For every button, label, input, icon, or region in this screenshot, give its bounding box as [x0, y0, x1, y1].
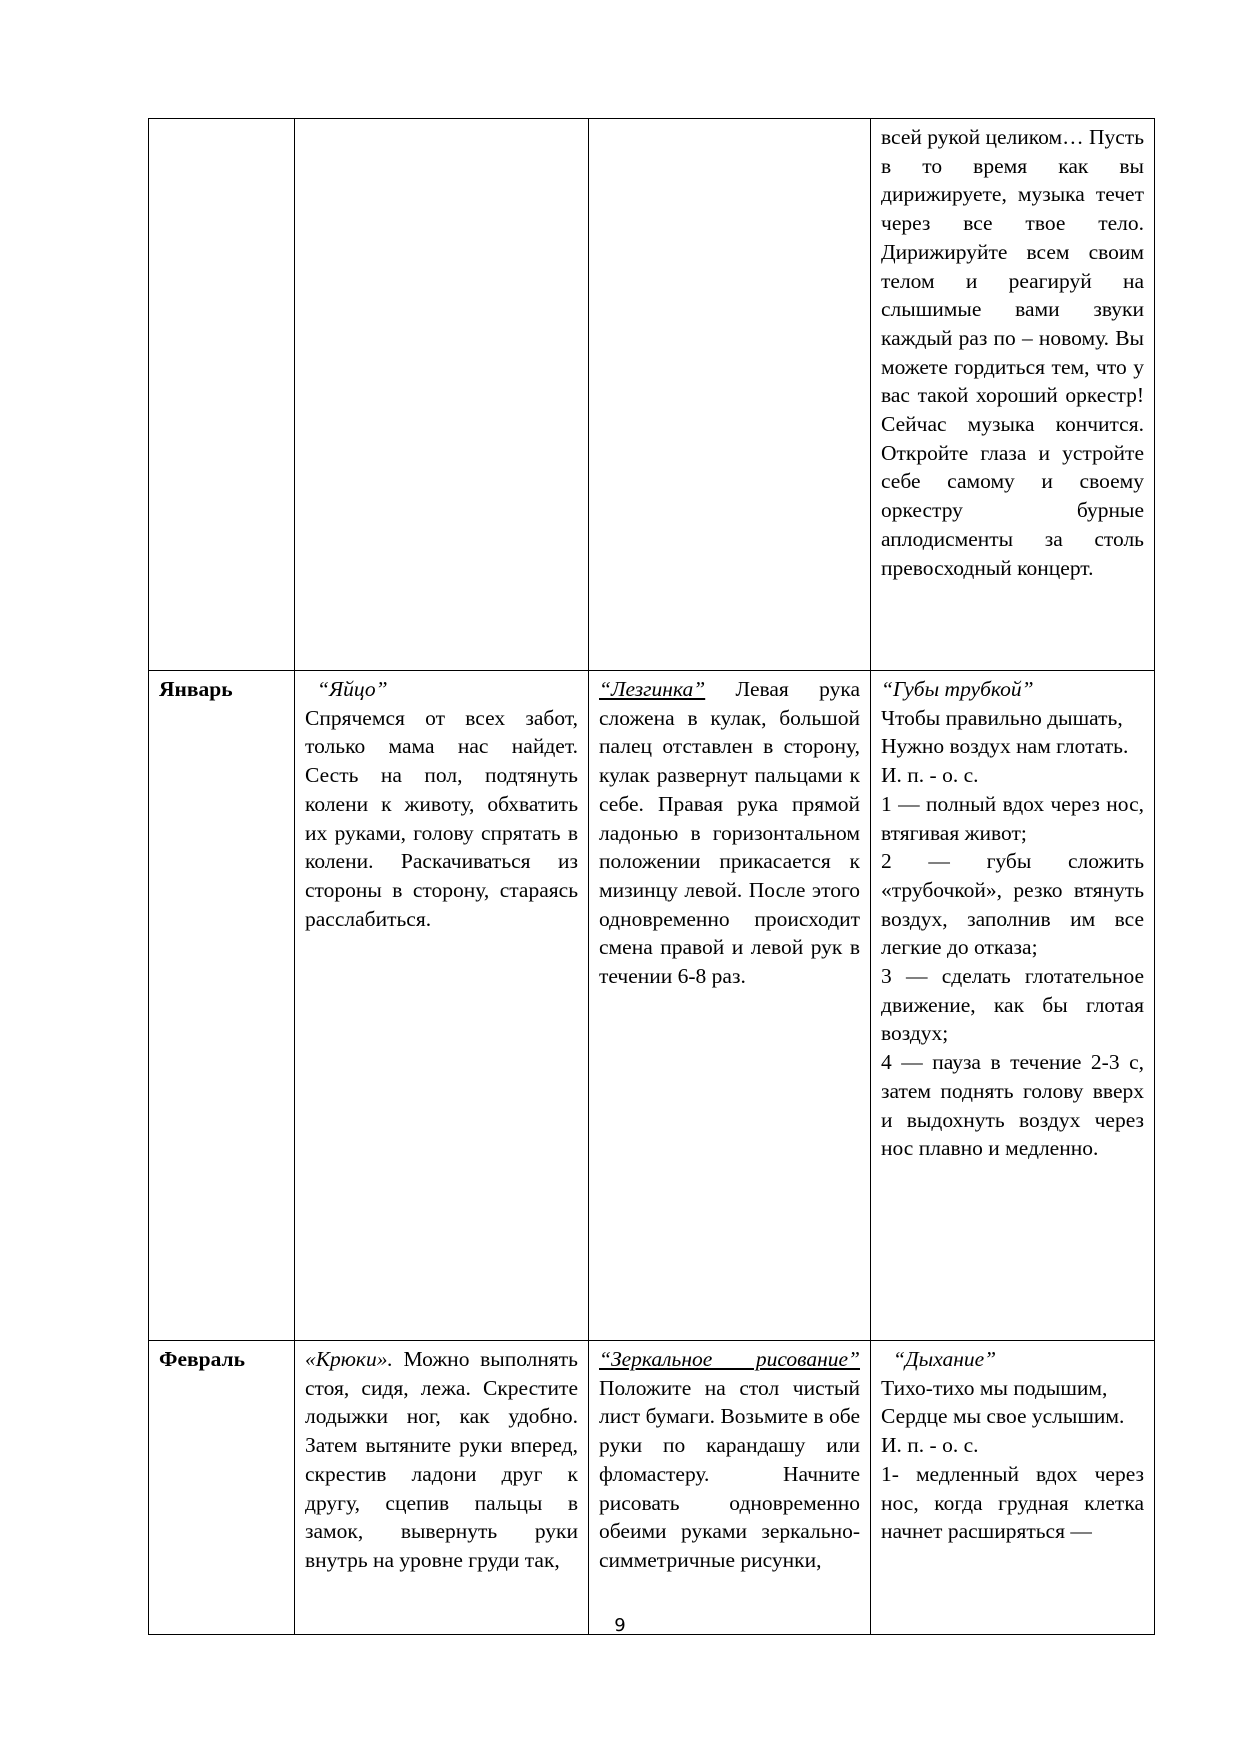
exercise-text: Спрячемся от всех забот, только мама нас найдет. Сесть на пол, подтянуть колени к животу, обхватить их руками, голову спрятать в колени. Раскачиваться из стороны в сторону, стараясь расслабиться. [305, 705, 578, 931]
exercise-line: И. п. - о. с. [881, 763, 979, 788]
exercise-text: Можно выполнять стоя, сидя, лежа. Скрестите лодыжки ног, как удобно. Затем вытяните руки вперед, скрестив ладони друг к другу, сцепив пальцы в замок, вывернуть руки внутрь на уровне груди так, [305, 1347, 578, 1572]
relaxation-cell [295, 119, 589, 671]
table-row [149, 1341, 1155, 1635]
month-cell [149, 1341, 295, 1635]
exercise-line: Тихо-тихо мы подышим, [881, 1375, 1108, 1400]
kinesiology-cell [589, 119, 871, 671]
exercise-line: 2 — губы сложить «трубочкой», резко втянуть воздух, заполнив им все легкие до отказа; [881, 849, 1144, 960]
exercise-line: Нужно воздух нам глотать. [881, 734, 1129, 759]
month-label: Февраль [159, 1347, 245, 1371]
exercise-line: Сердце мы свое услышим. [881, 1404, 1125, 1429]
exercise-title: “Дыхание” [893, 1347, 997, 1371]
exercise-line: Чтобы правильно дышать, [881, 705, 1123, 730]
exercise-title: “Яйцо” [317, 677, 388, 701]
exercise-text: Левая рука сложена в кулак, большой палец отставлен в сторону, кулак развернут пальцами к себе. Правая рука прямой ладонью в горизонтальном положении прикасается к мизинцу левой. После этого одновременно происходит смена правой и левой рук в течении 6-8 раз. [599, 677, 860, 989]
exercise-title: “Лезгинка” [599, 677, 706, 701]
relaxation-cell [295, 671, 589, 1341]
exercise-text: Положите на стол чистый лист бумаги. Возьмите в обе руки по карандашу или фломастеру. Начните рисовать одновременно обеими руками зеркально-симметричные рисунки, [599, 1375, 860, 1572]
page-number: 9 [614, 1615, 626, 1636]
month-label: Январь [159, 677, 233, 701]
month-cell [149, 671, 295, 1341]
exercise-title: “Зеркальное рисование” [599, 1347, 860, 1371]
exercise-line: 1 — полный вдох через нос, втягивая живот; [881, 791, 1144, 845]
kinesiology-cell [589, 671, 871, 1341]
kinesiology-cell [589, 1341, 871, 1635]
breathing-cell [871, 1341, 1155, 1635]
exercise-line: 3 — сделать глотательное движение, как бы глотая воздух; [881, 964, 1144, 1046]
month-cell [149, 119, 295, 671]
exercise-line: И. п. - о. с. [881, 1433, 979, 1458]
exercise-title: «Крюки». [305, 1347, 393, 1371]
breathing-cell [871, 119, 1155, 671]
table-row [149, 671, 1155, 1341]
relaxation-cell [295, 1341, 589, 1635]
exercise-table [148, 118, 1155, 1635]
exercise-title: “Губы трубкой” [881, 677, 1034, 701]
table-row [149, 119, 1155, 671]
exercise-line: 4 — пауза в течение 2-3 с, затем поднять голову вверх и выдохнуть воздух через нос плавно и медленно. [881, 1050, 1144, 1161]
exercise-line: 1- медленный вдох через нос, когда грудная клетка начнет расширяться — [881, 1461, 1144, 1544]
cell-text: всей рукой целиком… Пусть в то время как вы дирижируете, музыка течет через все твое тело. Дирижируйте всем своим телом и реагируй на слышимые вами звуки каждый раз по – новому. Вы можете гордиться тем, что у вас такой хороший оркестр! Сейчас музыка кончится. Откройте глаза и устройте себе самому и своему оркестру бурные аплодисменты за столь превосходный концерт. [881, 125, 1144, 580]
breathing-cell [871, 671, 1155, 1341]
